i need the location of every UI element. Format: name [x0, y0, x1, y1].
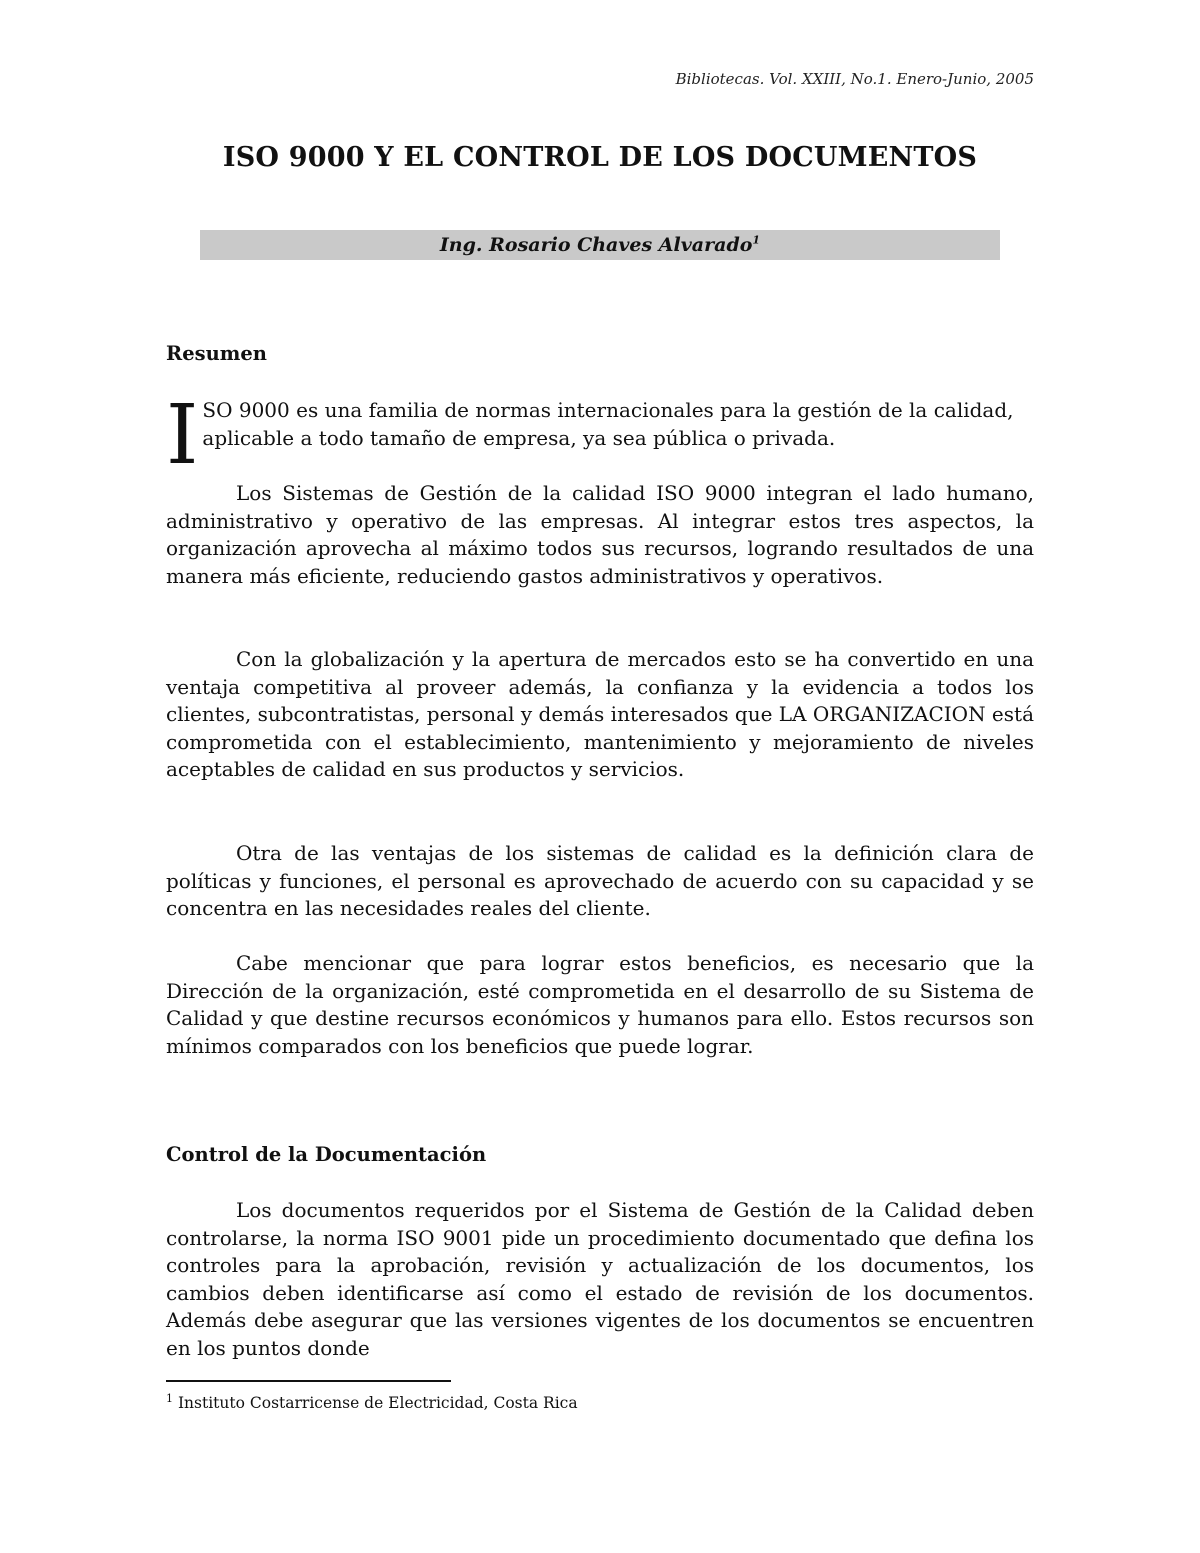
author-name	[440, 234, 760, 256]
author-name-text: Ing. Rosario Chaves Alvarado	[439, 234, 753, 256]
first-paragraph-text: SO 9000 es una familia de normas internacionales para la gestión de la calidad, aplicable a todo tamaño de empresa, ya sea pública o privada.	[202, 398, 1014, 450]
footnote-divider	[166, 1380, 451, 1382]
section-heading-control: Control de la Documentación	[166, 1143, 487, 1166]
drop-cap-letter: I	[166, 388, 199, 483]
author-footnote-mark: 1	[752, 233, 761, 247]
section-heading-resumen: Resumen	[166, 342, 267, 365]
abstract-paragraph-3: Otra de las ventajas de los sistemas de calidad es la definición clara de políticas y funciones, el personal es aprovechado de acuerdo con su capacidad y se concentra en las necesidades reales del cliente.	[166, 841, 1034, 921]
footnote-mark: 1	[166, 1391, 173, 1405]
abstract-first-paragraph	[166, 388, 1034, 483]
abstract-paragraph-4: Cabe mencionar que para lograr estos beneficios, es necesario que la Dirección de la organización, esté comprometida en el desarrollo de su Sistema de Calidad y que destine recursos económicos y humanos para ello. Estos recursos son mínimos comparados con los beneficios que puede lograr.	[166, 951, 1034, 1058]
footnote-text: Instituto Costarricense de Electricidad, Costa Rica	[177, 1394, 578, 1412]
control-paragraph-1: Los documentos requeridos por el Sistema de Gestión de la Calidad deben controlarse, la norma ISO 9001 pide un procedimiento documentado que defina los controles para la aprobación, revisión y actualización de los documentos, los cambios deben identificarse así como el estado de revisión de los documentos. Además debe asegurar que las versiones vigentes de los documentos se encuentren en los puntos donde	[166, 1198, 1034, 1360]
author-bar	[200, 230, 1000, 260]
abstract-paragraph-1: Los Sistemas de Gestión de la calidad ISO 9000 integran el lado humano, administrativo y operativo de las empresas. Al integrar estos tres aspectos, la organización aprovecha al máximo todos sus recursos, logrando resultados de una manera más eficiente, reduciendo gastos administrativos y operativos.	[166, 481, 1034, 588]
footnote	[166, 1391, 578, 1412]
article-title: ISO 9000 Y EL CONTROL DE LOS DOCUMENTOS	[222, 142, 978, 173]
journal-header: Bibliotecas. Vol. XXIII, No.1. Enero-Junio, 2005	[675, 70, 1034, 88]
abstract-paragraph-2: Con la globalización y la apertura de mercados esto se ha convertido en una ventaja competitiva al proveer además, la confianza y la evidencia a todos los clientes, subcontratistas, personal y demás interesados que LA ORGANIZACION está comprometida con el establecimiento, mantenimiento y mejoramiento de niveles aceptables de calidad en sus productos y servicios.	[166, 647, 1034, 782]
